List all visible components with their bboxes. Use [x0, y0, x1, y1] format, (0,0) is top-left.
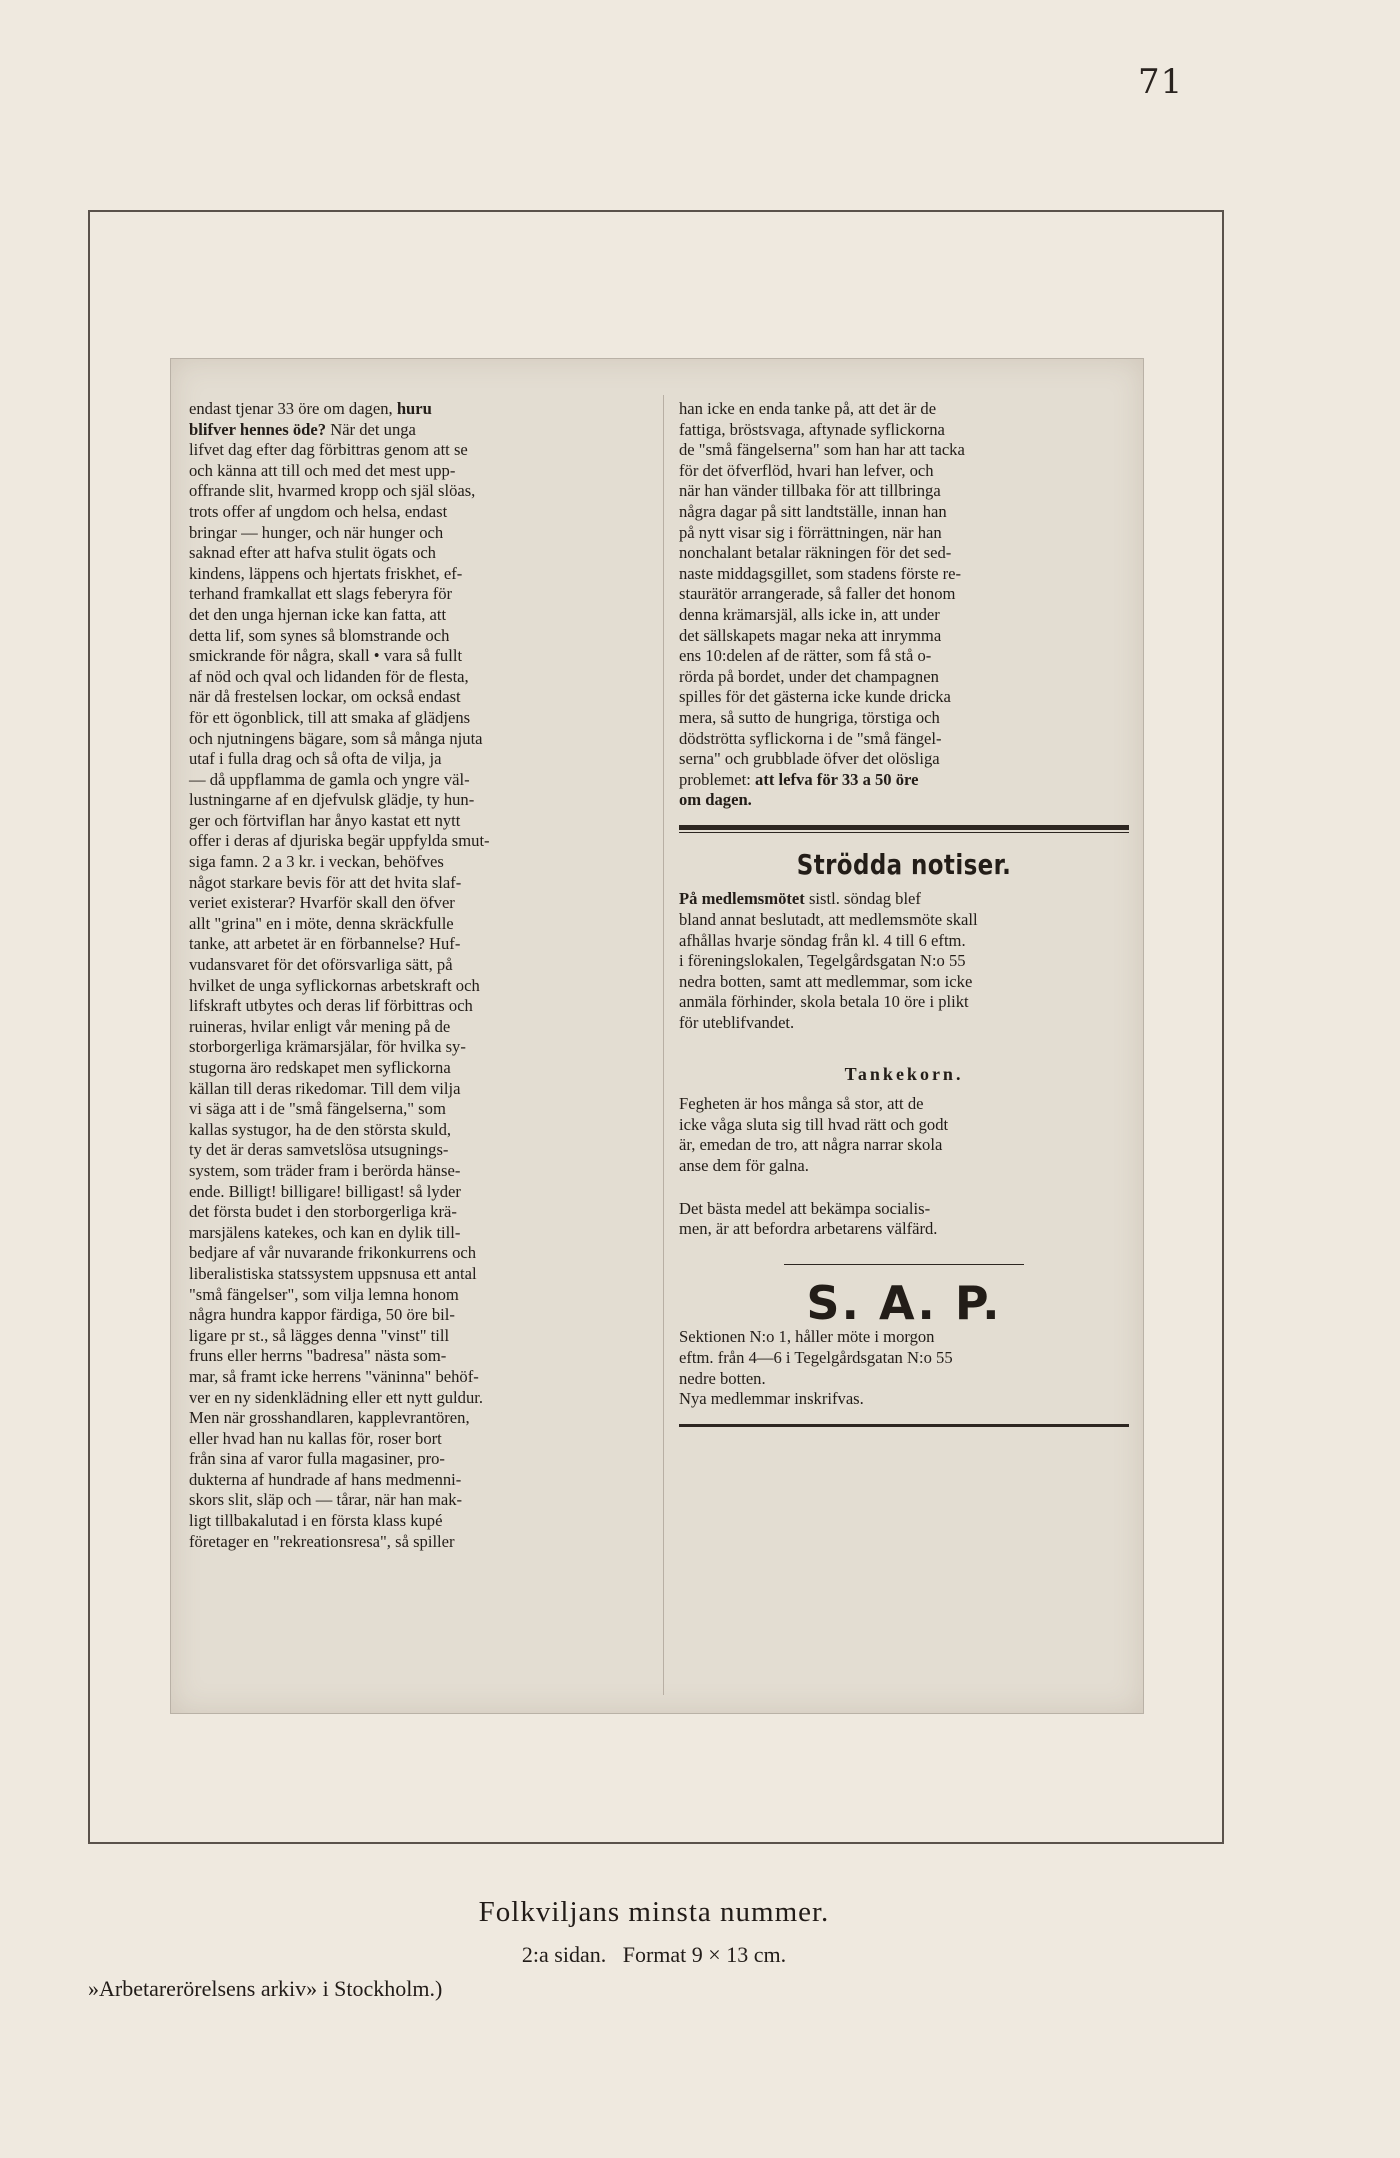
body-text: för uteblifvandet.	[679, 1013, 795, 1033]
text-line	[679, 1094, 1129, 1115]
body-text: ty det är deras samvetslösa utsugnings-	[189, 1140, 449, 1160]
body-text: fruns eller herrns "badresa" nästa som-	[189, 1346, 447, 1366]
body-text: tanke, att arbetet är en förbannelse? Huf-	[189, 934, 461, 954]
body-text: nonchalant betalar räkningen för det sed-	[679, 543, 952, 563]
body-text: ligt tillbakalutad i en första klass kupé	[189, 1511, 443, 1531]
body-text: — då uppflamma de gamla och yngre väl-	[189, 769, 470, 789]
body-text: kallas systugor, ha de den största skuld,	[189, 1119, 452, 1139]
text-line	[679, 889, 1129, 910]
text-line	[679, 481, 1129, 502]
text-line	[679, 1115, 1129, 1136]
text-line	[189, 564, 651, 585]
body-text: och njutningens bägare, som så många njuta	[189, 728, 483, 748]
body-text: eftm. från 4—6 i Tegelgårdsgatan N:o 55	[679, 1347, 953, 1367]
body-text: ligare pr st., så lägges denna "vinst" till	[189, 1325, 450, 1345]
emphasis-text: om dagen.	[679, 790, 752, 810]
text-line	[189, 626, 651, 647]
body-text: de "små fängelserna" som han har att tacka	[679, 440, 965, 460]
emphasis-text: På medlemsmötet	[679, 889, 805, 909]
body-text: icke våga sluta sig till hvad rätt och godt	[679, 1114, 949, 1134]
body-text: naste middagsgillet, som stadens förste re-	[679, 563, 962, 583]
text-line	[189, 914, 651, 935]
body-text: stugorna äro redskapet men syflickorna	[189, 1058, 451, 1077]
body-text: detta lif, som synes så blomstrande och	[189, 625, 450, 645]
text-line	[189, 1037, 651, 1058]
text-line	[189, 831, 651, 852]
body-text: ger och förtviflan har ånyo kastat ett nytt	[189, 810, 461, 830]
body-text: smickrande för några, skall • vara så fullt	[189, 646, 463, 666]
caption-subtitle: 2:a sidan. Format 9 × 13 cm.	[521, 1942, 787, 1967]
body-text: i föreningslokalen, Tegelgårdsgatan N:o 55	[679, 951, 966, 971]
text-line	[189, 1264, 651, 1285]
text-line	[189, 646, 651, 667]
caption-source: »Arbetarerörelsens arkiv» i Stockholm.)	[88, 1976, 443, 2001]
left-column	[189, 399, 651, 1552]
bottom-rule	[679, 1424, 1129, 1427]
text-line	[679, 564, 1129, 585]
body-text: trots offer af ungdom och helsa, endast	[189, 501, 448, 521]
body-text: endast tjenar 33 öre om dagen,	[189, 399, 397, 418]
text-line	[679, 770, 1129, 791]
text-line	[189, 1058, 651, 1079]
article-continuation	[679, 399, 1129, 811]
body-text: är, emedan de tro, att några narrar skola	[679, 1135, 943, 1155]
text-line	[679, 461, 1129, 482]
text-line	[679, 992, 1129, 1013]
text-line	[189, 1140, 651, 1161]
body-text: spilles för det gästerna icke kunde dricka	[679, 687, 951, 707]
scan-frame	[88, 210, 1224, 1844]
text-line	[189, 1017, 651, 1038]
body-text: kindens, läppens och hjertats friskhet, ef-	[189, 563, 463, 583]
body-text: allt "grina" en i möte, denna skräckfulle	[189, 913, 454, 933]
body-text: ruineras, hvilar enligt vår mening på de	[189, 1016, 451, 1036]
body-text: källan till deras rikedomar. Till dem vilja	[189, 1078, 461, 1098]
text-line	[189, 1161, 651, 1182]
text-line	[189, 687, 651, 708]
text-line	[679, 584, 1129, 605]
body-text: När det unga	[326, 419, 416, 439]
text-line	[189, 1346, 651, 1367]
text-line	[189, 1079, 651, 1100]
emphasis-text: huru	[396, 399, 432, 418]
body-text: för ett ögonblick, till att smaka af glädjens	[189, 707, 471, 727]
text-line	[189, 1449, 651, 1470]
body-text: sistl. söndag blef	[804, 889, 921, 909]
text-line	[189, 1429, 651, 1450]
body-text: det den unga hjernan icke kan fatta, att	[189, 604, 447, 624]
text-line	[189, 1223, 651, 1244]
text-line	[679, 931, 1129, 952]
text-line	[679, 1348, 1129, 1369]
text-line	[189, 790, 651, 811]
body-text: Nya medlemmar inskrifvas.	[679, 1389, 864, 1409]
body-text: hvilket de unga syflickornas arbetskraft och	[189, 975, 480, 995]
text-line	[189, 481, 651, 502]
body-text: liberalistiska statssystem uppsnusa ett antal	[189, 1263, 477, 1283]
text-line	[189, 1326, 651, 1347]
body-text: mar, så framt icke herrens "väninna" behöf-	[189, 1366, 479, 1386]
emphasis-text: blifver hennes öde?	[189, 419, 327, 439]
notiser-heading: Strödda notiser.	[796, 847, 1012, 881]
text-line	[679, 687, 1129, 708]
text-line	[679, 1369, 1129, 1390]
body-text: ens 10:delen af de rätter, som få stå o-	[679, 646, 932, 666]
body-text: nedra botten, samt att medlemmar, som icke	[679, 971, 973, 991]
body-text: ende. Billigt! billigare! billigast! så lyder	[189, 1181, 461, 1201]
body-text: nedre botten.	[679, 1368, 766, 1388]
body-text: han icke en enda tanke på, att det är de	[679, 399, 937, 418]
text-line	[189, 1305, 651, 1326]
text-line	[189, 955, 651, 976]
body-text: ver en ny sidenklädning eller ett nytt guldur.	[189, 1387, 484, 1407]
text-line	[679, 1156, 1129, 1177]
text-line	[189, 893, 651, 914]
text-line	[679, 1327, 1129, 1348]
text-line	[679, 543, 1129, 564]
body-text: marsjälens katekes, och kan en dylik till-	[189, 1222, 461, 1242]
text-line	[679, 1389, 1129, 1410]
body-text: Fegheten är hos många så stor, att de	[679, 1094, 924, 1114]
text-line	[189, 440, 651, 461]
text-line	[189, 1120, 651, 1141]
body-text: lustningarne af en djefvulsk glädje, ty hun-	[189, 790, 475, 810]
column-divider	[663, 395, 664, 1695]
body-text: det första budet i den storborgerliga krä-	[189, 1202, 457, 1222]
text-line	[189, 543, 651, 564]
body-text: "små fängelser", som vilja lemna honom	[189, 1284, 459, 1304]
text-line	[679, 399, 1129, 420]
text-line	[189, 1388, 651, 1409]
body-text: dukterna af hundrade af hans medmenni-	[189, 1469, 462, 1489]
text-line	[189, 1408, 651, 1429]
body-text: staurätör arrangerade, så faller det honom	[679, 584, 956, 604]
text-line	[189, 729, 651, 750]
body-text: lifvet dag efter dag förbittras genom att se	[189, 440, 468, 460]
divider-rule	[784, 1264, 1024, 1265]
body-text: vi säga att i de "små fängelserna," som	[189, 1099, 446, 1119]
text-line	[189, 996, 651, 1017]
text-line	[189, 1470, 651, 1491]
text-line	[189, 1182, 651, 1203]
text-line	[189, 852, 651, 873]
sap-notice	[679, 1327, 1129, 1409]
body-text: skors slit, släp och — tårar, när han mak-	[189, 1490, 463, 1510]
body-text: rörda på bordet, under det champagnen	[679, 666, 939, 686]
text-line	[189, 523, 651, 544]
text-line	[189, 749, 651, 770]
body-text: saknad efter att hafva stulit ögats och	[189, 543, 436, 563]
body-text: bedjare af vår nuvarande frikonkurrens och	[189, 1243, 477, 1263]
body-text: anmäla förhinder, skola betala 10 öre i plikt	[679, 992, 969, 1012]
body-text: terhand framkallat ett slags feberyra för	[189, 584, 453, 604]
text-line	[679, 910, 1129, 931]
body-text: offrande slit, hvarmed kropp och själ slöas,	[189, 481, 476, 501]
body-text: utaf i fulla drag och så ofta de vilja, ja	[189, 749, 442, 769]
text-line	[679, 951, 1129, 972]
body-text: siga famn. 2 a 3 kr. i veckan, behöfves	[189, 852, 444, 872]
text-line	[679, 1013, 1129, 1034]
body-text: några dagar på sitt landtställe, innan han	[679, 501, 947, 521]
text-line	[189, 1285, 651, 1306]
body-text: när då frestelsen lockar, om också endast	[189, 687, 461, 707]
right-column	[679, 399, 1129, 1429]
newspaper-clipping	[170, 358, 1144, 1714]
text-line	[679, 1199, 1129, 1220]
text-line	[679, 790, 1129, 811]
text-line	[679, 420, 1129, 441]
body-text: af nöd och qval och lidanden för de flesta,	[189, 666, 469, 686]
text-line	[189, 770, 651, 791]
body-text: system, som träder fram i berörda hänse-	[189, 1160, 461, 1180]
text-line	[189, 605, 651, 626]
body-text: serna" och grubblade öfver det olösliga	[679, 749, 940, 769]
text-line	[189, 1099, 651, 1120]
text-line	[679, 667, 1129, 688]
body-text: för det öfverflöd, hvari han lefver, och	[679, 460, 934, 480]
text-line	[679, 523, 1129, 544]
body-text: Sektionen N:o 1, håller möte i morgon	[679, 1327, 935, 1347]
body-text: anse dem för galna.	[679, 1156, 809, 1175]
body-text: veriet existerar? Hvarför skall den öfver	[189, 893, 455, 913]
text-line	[679, 1219, 1129, 1240]
sap-heading: S. A. P.	[806, 1275, 1002, 1330]
body-text: storborgerliga krämarsjälar, för hvilka sy-	[189, 1037, 466, 1057]
text-line	[679, 708, 1129, 729]
text-line	[189, 1532, 651, 1553]
body-text: det sällskapets magar neka att inrymma	[679, 625, 942, 645]
text-line	[679, 440, 1129, 461]
text-line	[679, 605, 1129, 626]
body-text: Det bästa medel att bekämpa socialis-	[679, 1198, 931, 1218]
text-line	[679, 729, 1129, 750]
body-text: eller hvad han nu kallas för, roser bort	[189, 1428, 442, 1448]
body-text: och känna att till och med det mest upp-	[189, 460, 456, 480]
text-line	[189, 976, 651, 997]
text-line	[189, 461, 651, 482]
body-text: något starkare bevis för att det hvita slaf-	[189, 872, 462, 892]
text-line	[189, 811, 651, 832]
notiser-text	[679, 889, 1129, 1033]
section-rule	[679, 825, 1129, 830]
tankekorn-heading: Tankekorn.	[844, 1063, 964, 1084]
text-line	[189, 1511, 651, 1532]
text-line	[189, 873, 651, 894]
body-text: när han vänder tillbaka för att tillbringa	[679, 481, 941, 501]
body-text: denna krämarsjäl, alls icke in, att under	[679, 604, 940, 624]
section-rule-thin	[679, 832, 1129, 833]
body-text: bland annat beslutadt, att medlemsmöte skall	[679, 910, 978, 930]
emphasis-text: att lefva för 33 a 50 öre	[755, 769, 919, 789]
body-text: afhållas hvarje söndag från kl. 4 till 6 eftm.	[679, 930, 966, 950]
text-line	[189, 1202, 651, 1223]
body-text: mera, så sutto de hungriga, törstiga och	[679, 707, 940, 727]
body-text: bringar — hunger, och när hunger och	[189, 522, 444, 542]
body-text: några hundra kappor färdiga, 50 öre bil-	[189, 1305, 455, 1325]
text-line	[189, 708, 651, 729]
text-line	[679, 626, 1129, 647]
text-line	[679, 749, 1129, 770]
body-text: på nytt visar sig i förrättningen, när han	[679, 522, 942, 542]
text-line	[679, 1135, 1129, 1156]
page-number: 71	[1138, 62, 1184, 102]
body-text: dödströtta syflickorna i de "små fängel-	[679, 728, 942, 748]
text-line	[679, 646, 1129, 667]
body-text: vudansvaret för det oförsvarliga sätt, på	[189, 955, 453, 975]
body-text: företager en "rekreationsresa", så spiller	[189, 1531, 455, 1551]
body-text: från sina af varor fulla magasiner, pro-	[189, 1449, 445, 1469]
caption-title: Folkviljans minsta nummer.	[478, 1896, 830, 1928]
body-text: men, är att befordra arbetarens välfärd.	[679, 1219, 938, 1239]
tankekorn-paragraph-1	[679, 1094, 1129, 1176]
text-line	[679, 502, 1129, 523]
body-text: problemet:	[679, 769, 756, 789]
text-line	[679, 972, 1129, 993]
text-line	[189, 399, 651, 420]
text-line	[189, 934, 651, 955]
text-line	[189, 584, 651, 605]
text-line	[189, 667, 651, 688]
body-text: Men när grosshandlaren, kapplevrantören,	[189, 1408, 470, 1428]
text-line	[189, 1490, 651, 1511]
text-line	[189, 420, 651, 441]
tankekorn-paragraph-2	[679, 1199, 1129, 1240]
text-line	[189, 1243, 651, 1264]
text-line	[189, 502, 651, 523]
text-line	[189, 1367, 651, 1388]
body-text: fattiga, bröstsvaga, aftynade syflickorna	[679, 419, 945, 439]
body-text: offer i deras af djuriska begär uppfylda smut-	[189, 831, 490, 851]
body-text: lifskraft utbytes och deras lif förbittras och	[189, 996, 473, 1016]
